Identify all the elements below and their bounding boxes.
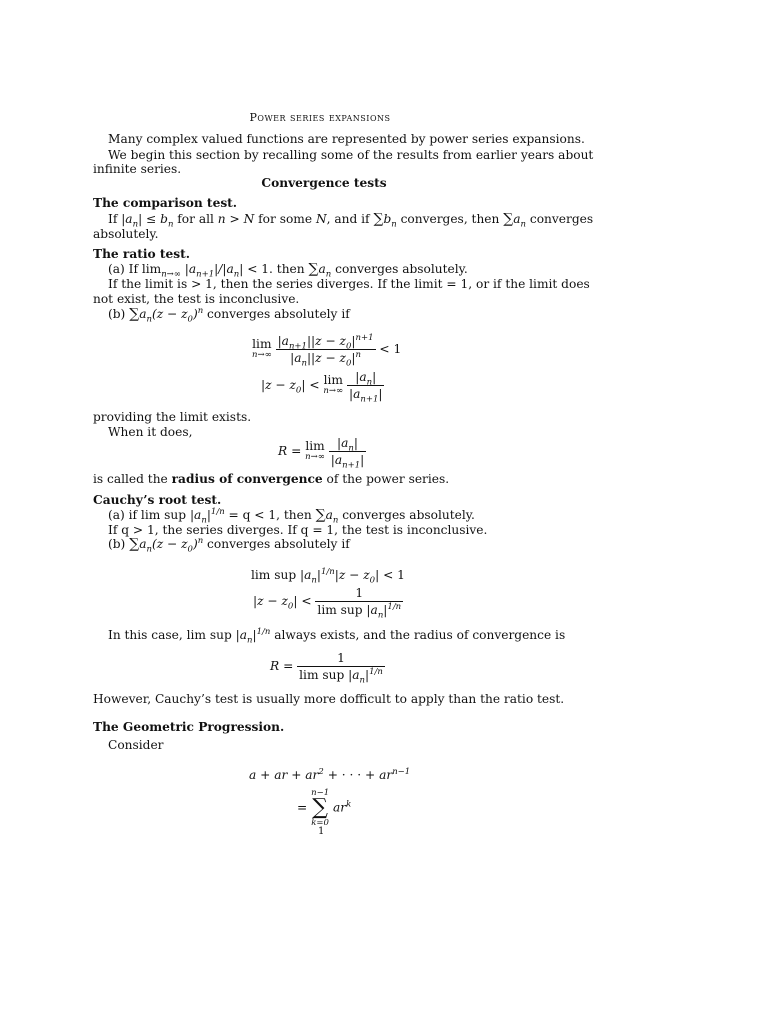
ratio-line-a: (a) If $\lim_{n\to\infty} |a_{n+1}|/|a_n| < 1$. then $\sum a_n$ converges absolutely. (108, 261, 468, 280)
cauchy-equation-1: lim sup $|a_n|^{1/n}|z - z_0| < 1$ (251, 566, 405, 586)
ratio-line-3: not exist, the test is inconclusive. (93, 292, 300, 306)
cauchy-radius-equation: R = $\frac{1}{\lim sup |a_n|^{1/n}}$ (270, 651, 383, 686)
ratio-called: is called the radius of convergence of the power series. (93, 472, 450, 486)
ratio-equation-2: $|z - z_0| < \lim$ n→∞ $\frac{|a_n|}{|a_{n+1}|}$ (261, 370, 383, 405)
ratio-when: When it does, (108, 425, 193, 439)
cauchy-line-b: (b) $\sum a_n(z - z_0)^n$ converges absolutely if (108, 535, 350, 555)
geometric-heading: The Geometric Progression. (93, 720, 285, 734)
ratio-line-b: (b) $\sum a_n(z - z_0)^n$ converges absolutely if (108, 305, 350, 325)
comparison-heading: The comparison test. (93, 196, 238, 210)
ratio-line-2: If the limit is > 1, then the series diverges. If the limit = 1, or if the limit does (108, 277, 590, 291)
cauchy-line-a: (a) if lim sup $|a_n|^{1/n} = q < 1$, then $\sum a_n$ converges absolutely. (108, 506, 475, 526)
comparison-line-2: absolutely. (93, 227, 159, 241)
page-title: Power series expansions (249, 111, 391, 124)
cauchy-however: However, Cauchy’s test is usually more dofficult to apply than the ratio test. (93, 692, 565, 706)
intro-line-3: infinite series. (93, 162, 182, 176)
intro-line-1: Many complex valued functions are represented by power series expansions. (108, 132, 585, 146)
ratio-heading: The ratio test. (93, 247, 190, 261)
cauchy-heading: Cauchy’s root test. (93, 493, 222, 507)
section-heading: Convergence tests (261, 176, 387, 190)
intro-line-2: We begin this section by recalling some of the results from earlier years about (108, 148, 594, 162)
ratio-providing: providing the limit exists. (93, 410, 252, 424)
page-number: 1 (318, 826, 325, 837)
geometric-equation-2: = n−1 ∑ k=0 $ar^k$ (297, 788, 352, 828)
cauchy-case: In this case, lim sup $|a_n|^{1/n}$ always exists, and the radius of convergence is (108, 626, 566, 646)
comparison-line-1: If $|a_n| \le b_n$ for all n > N for some N, and if $\sum b_n$ converges, then $\sum a_n$ converges (108, 211, 594, 230)
cauchy-line-2: If q > 1, the series diverges. If q = 1, the test is inconclusive. (108, 523, 488, 537)
geometric-consider: Consider (108, 738, 164, 752)
cauchy-equation-2: $|z - z_0|$ < $\frac{1}{\lim sup |a_n|^{1/n}}$ (253, 586, 402, 621)
geometric-equation-1: a + ar + $ar^2$ + · · · + $ar^{n-1}$ (249, 766, 411, 782)
ratio-equation-1: lim n→∞ $\frac{|a_{n+1}||z - z_0|^{n+1}}{|a_n||z - z_0|^n}$ < 1 (252, 332, 402, 369)
ratio-radius-equation: R = lim n→∞ $\frac{|a_n|}{|a_{n+1}|}$ (278, 436, 365, 471)
